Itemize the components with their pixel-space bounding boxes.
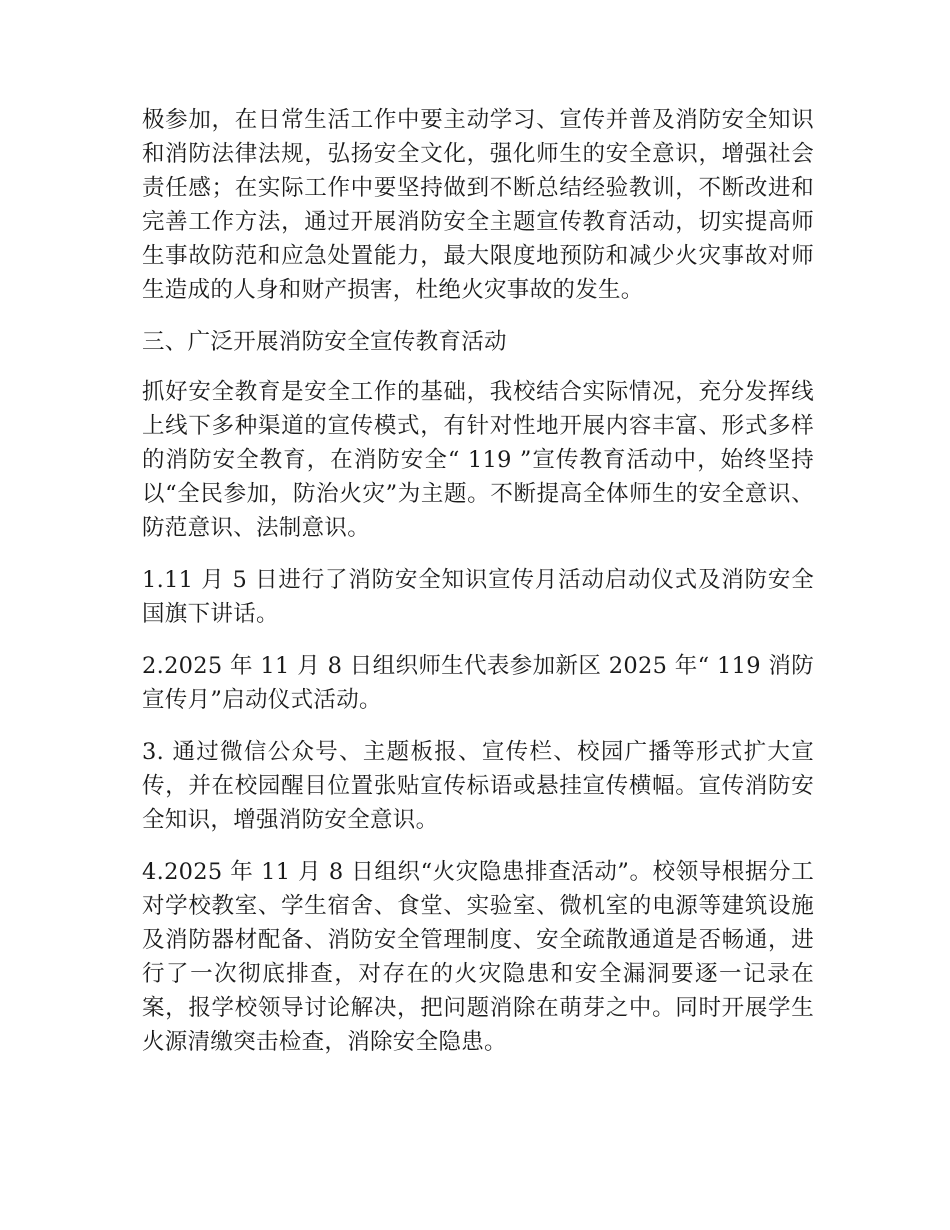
section-heading-3: 三、广泛开展消防安全宣传教育活动 [142, 329, 507, 355]
list-item-1: 1.11 月 5 日进行了消防安全知识宣传月活动启动仪式及消防安全国旗下讲话。 [142, 567, 814, 627]
document-page [142, 103, 814, 1077]
list-item-3: 3. 通过微信公众号、主题板报、宣传栏、校园广播等形式扩大宣传，并在校园醒目位置张贴宣传标语或悬挂宣传横幅。宣传消防安全知识，增强消防安全意识。 [142, 739, 814, 833]
paragraph-section-3-body: 抓好安全教育是安全工作的基础，我校结合实际情况，充分发挥线上线下多种渠道的宣传模式，有针对性地开展内容丰富、形式多样的消防安全教育，在消防安全“ 119 ”宣传教育活动中，始终坚持以“全民参加，防治火灾”为主题。不断提高全体师生的安全意识、防范意识、法制意识。 [142, 379, 814, 541]
paragraph-intro: 极参加，在日常生活工作中要主动学习、宣传并普及消防安全知识和消防法律法规，弘扬安全文化，强化师生的安全意识，增强社会责任感；在实际工作中要坚持做到不断总结经验教训，不断改进和完善工作方法，通过开展消防安全主题宣传教育活动，切实提高师生事故防范和应急处置能力，最大限度地预防和减少火灾事故对师生造成的人身和财产损害，杜绝火灾事故的发生。 [142, 107, 814, 303]
list-item-2: 2.2025 年 11 月 8 日组织师生代表参加新区 2025 年“ 119 消防宣传月”启动仪式活动。 [142, 653, 814, 713]
list-item-4: 4.2025 年 11 月 8 日组织“火灾隐患排查活动”。校领导根据分工对学校教室、学生宿舍、食堂、实验室、微机室的电源等建筑设施及消防器材配备、消防安全管理制度、安全疏散通道是否畅通，进行了一次彻底排查，对存在的火灾隐患和安全漏洞要逐一记录在案，报学校领导讨论解决，把问题消除在萌芽之中。同时开展学生火源清缴突击检查，消除安全隐患。 [142, 859, 814, 1055]
